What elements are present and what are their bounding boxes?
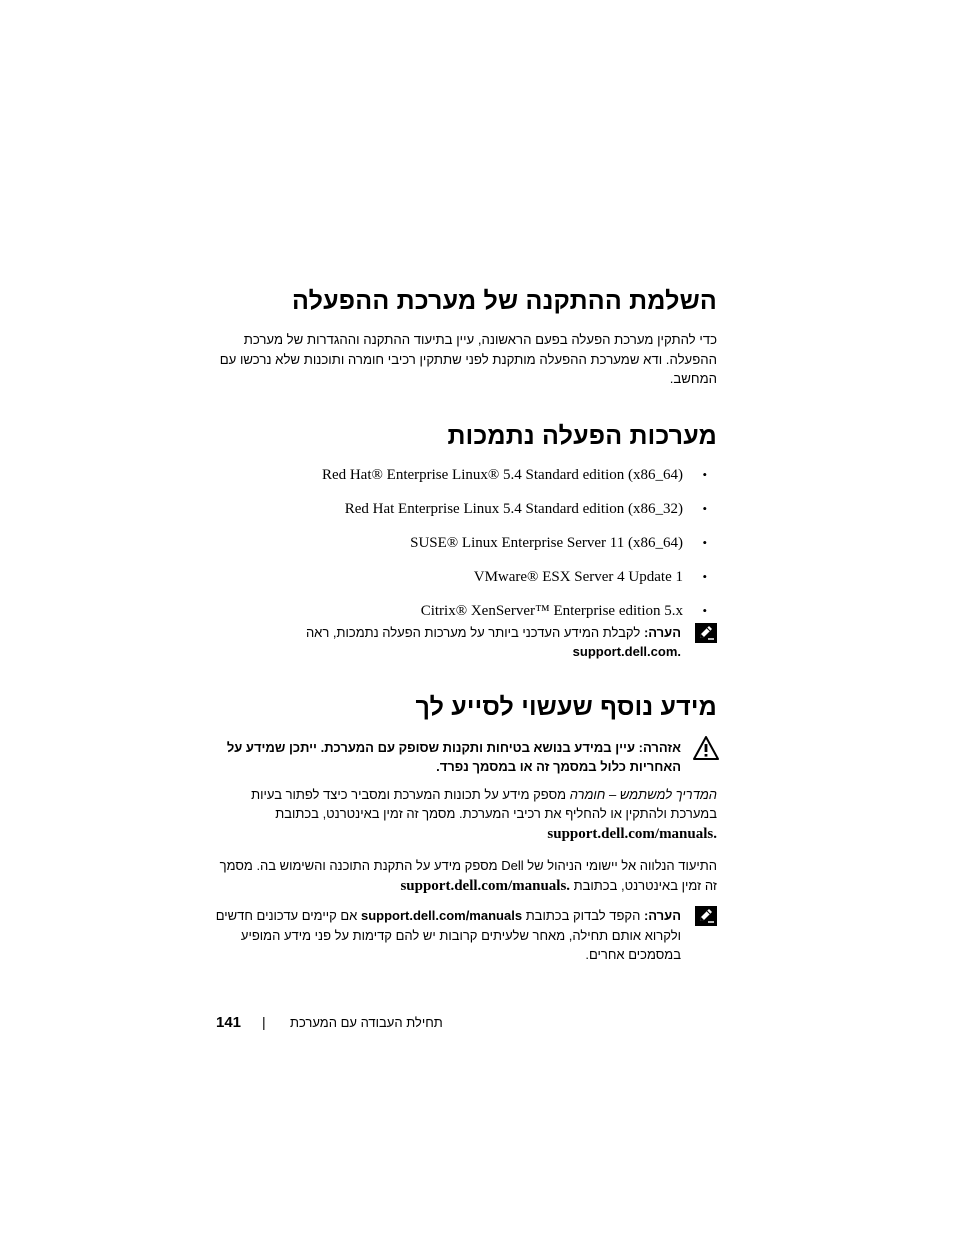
heading-setup: השלמת ההתקנה של מערכת ההפעלה (292, 287, 717, 315)
list-item (214, 601, 717, 623)
page-number: 141 (216, 1014, 242, 1031)
systems-management-link[interactable]: support.dell.com/manuals. (400, 877, 571, 894)
note-pencil-icon (695, 906, 717, 926)
warning-label: אזהרה: (638, 739, 681, 755)
systems-management-paragraph (214, 856, 717, 896)
list-item (214, 567, 717, 601)
os-item-1: Red Hat® Enterprise Linux® 5.4 Standard edition (x86_64) (321, 466, 683, 483)
list-item (214, 465, 717, 499)
bullet-icon: • (702, 534, 707, 550)
os-item-4: VMware® ESX Server 4 Update 1 (473, 568, 683, 585)
list-item (214, 499, 717, 533)
page-footer (214, 1014, 717, 1036)
setup-paragraph: כדי להתקין מערכת הפעלה בפעם הראשונה, עיין בתיעוד ההתקנה וההגדרות של מערכת ההפעלה. ודא שמערכת ההפעלה מותקנת לפני שתתקין רכיבי חומרה ותוכנות שלא נרכשו עם המחשב. (219, 332, 717, 386)
note-updates (214, 906, 717, 965)
hardware-manual-title: המדריך למשתמש – חומרה (569, 786, 717, 802)
hardware-manual-text: מספק מידע על תכונות המערכת ומסביר כיצד לפתור בעיות במערכת ולהתקין או להחליף את רכיבי המערכת. מסמך זה זמין באינטרנט, בכתובת (251, 786, 717, 821)
note-supported-os (214, 623, 717, 662)
note-body (214, 623, 681, 662)
note-label: הערה: (643, 624, 681, 640)
warning-icon (693, 736, 719, 760)
note-updates-link[interactable]: support.dell.com/manuals (360, 908, 523, 923)
warning-body (214, 738, 681, 777)
warning-text: עיין במידע בנושא בטיחות ותקנות שסופק עם המערכת. ייתכן שמידע על האחריות כלול במסמך זה או במסמך נפרד. (226, 739, 681, 774)
os-item-5: Citrix® XenServer™ Enterprise edition 5.x (420, 602, 683, 619)
note-link[interactable]: support.dell.com. (572, 644, 681, 659)
heading-supported-os: מערכות הפעלה נתמכות (447, 421, 717, 450)
os-list (214, 465, 717, 623)
note-updates-body (214, 906, 681, 965)
footer-title: תחילת העבודה עם המערכת (290, 1015, 443, 1030)
note-text: לקבלת המידע העדכני ביותר על מערכות הפעלה נתמכות, ראה (305, 624, 641, 640)
list-item (214, 533, 717, 567)
heading-more-info: מידע נוסף שעשוי לסייע לך (415, 692, 717, 721)
bullet-icon: • (702, 568, 707, 584)
bullet-icon: • (702, 602, 707, 618)
hardware-manual-paragraph (214, 785, 717, 845)
os-item-3: SUSE® Linux Enterprise Server 11 (x86_64) (410, 534, 683, 551)
bullet-icon: • (702, 500, 707, 516)
warning-safety (214, 738, 717, 777)
systems-management-text: התיעוד הנלווה אל יישומי הניהול של Dell מספק מידע על התקנת התוכנה והשימוש בה. מסמך זה זמין באינטרנט, בכתובת (219, 858, 717, 893)
os-item-2: Red Hat Enterprise Linux 5.4 Standard edition (x86_32) (344, 500, 683, 517)
note-updates-text-2: אם קיימים עדכונים חדשים ולקרוא אותם תחילה, מאחר שלעיתים קרובות יש להם קדימות על פני מידע המופיע במסמכים אחרים. (215, 908, 681, 962)
bullet-icon: • (702, 466, 707, 482)
page-content (214, 282, 717, 965)
footer-separator: | (262, 1014, 266, 1030)
note-updates-label: הערה: (643, 908, 681, 923)
note-updates-text-1: הקפד לבדוק בכתובת (525, 908, 641, 923)
hardware-manual-link[interactable]: support.dell.com/manuals. (547, 825, 717, 842)
note-pencil-icon (695, 623, 717, 643)
